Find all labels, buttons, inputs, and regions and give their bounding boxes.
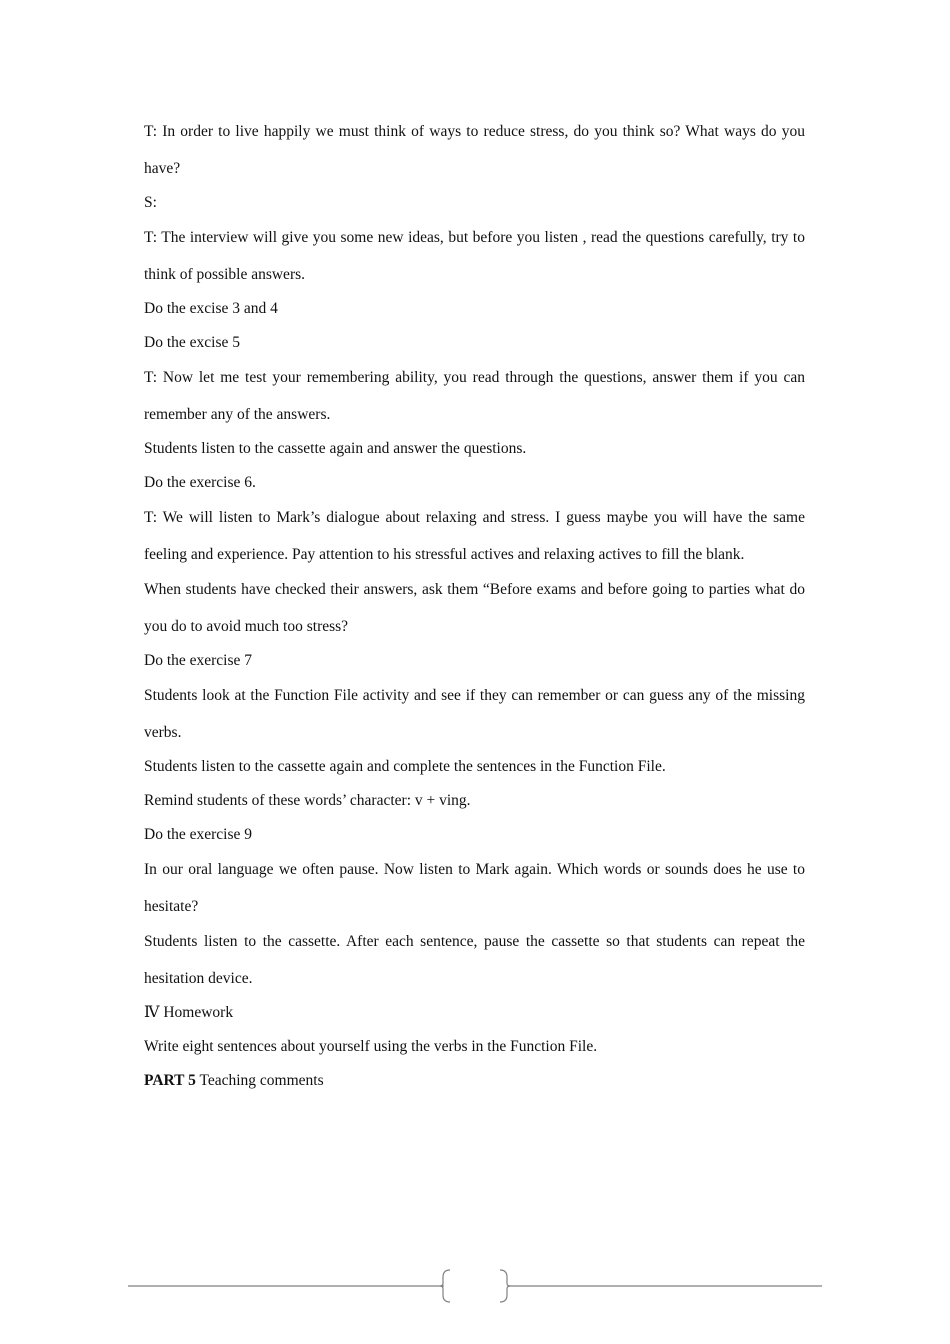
- paragraph: Do the exercise 6.: [144, 474, 256, 491]
- footer-ornament: [128, 1268, 822, 1304]
- document-body: [144, 120, 805, 1104]
- paragraph: Students listen to the cassette. After each sentence, pause the cassette so that students can repeat the hesitation device.: [144, 933, 805, 987]
- part5-heading: [144, 1070, 805, 1092]
- paragraph: Write eight sentences about yourself using the verbs in the Function File.: [144, 1038, 598, 1055]
- homework-heading: Ⅳ Homework: [144, 1004, 234, 1021]
- paragraph: Do the excise 3 and 4: [144, 300, 278, 317]
- paragraph: T: Now let me test your remembering ability, you read through the questions, answer them if you can remember any of the answers.: [144, 369, 805, 423]
- paragraph: Remind students of these words’ character: v + ving.: [144, 792, 471, 809]
- paragraph: T: In order to live happily we must think of ways to reduce stress, do you think so? What ways do you have?: [144, 123, 805, 177]
- page-footer: [128, 1268, 822, 1304]
- part5-label: PART 5: [144, 1072, 196, 1089]
- paragraph: When students have checked their answers, ask them “Before exams and before going to parties what do you do to avoid much too stress?: [144, 581, 805, 635]
- paragraph: S:: [144, 194, 157, 211]
- paragraph: Students listen to the cassette again and answer the questions.: [144, 440, 527, 457]
- footer-bracket-left: [440, 1270, 450, 1302]
- paragraph: Students look at the Function File activity and see if they can remember or can guess any of the missing verbs.: [144, 687, 805, 741]
- paragraph: T: We will listen to Mark’s dialogue about relaxing and stress. I guess maybe you will have the same feeling and experience. Pay attention to his stressful actives and relaxing actives to fill the blank.: [144, 509, 805, 563]
- paragraph: Students listen to the cassette again and complete the sentences in the Function File.: [144, 758, 666, 775]
- paragraph: Do the excise 5: [144, 334, 240, 351]
- paragraph: In our oral language we often pause. Now listen to Mark again. Which words or sounds does he use to hesitate?: [144, 861, 805, 915]
- part5-rest: Teaching comments: [195, 1072, 324, 1089]
- paragraph: Do the exercise 9: [144, 826, 253, 843]
- paragraph: Do the exercise 7: [144, 652, 253, 669]
- paragraph: T: The interview will give you some new ideas, but before you listen , read the questions carefully, try to think of possible answers.: [144, 229, 805, 283]
